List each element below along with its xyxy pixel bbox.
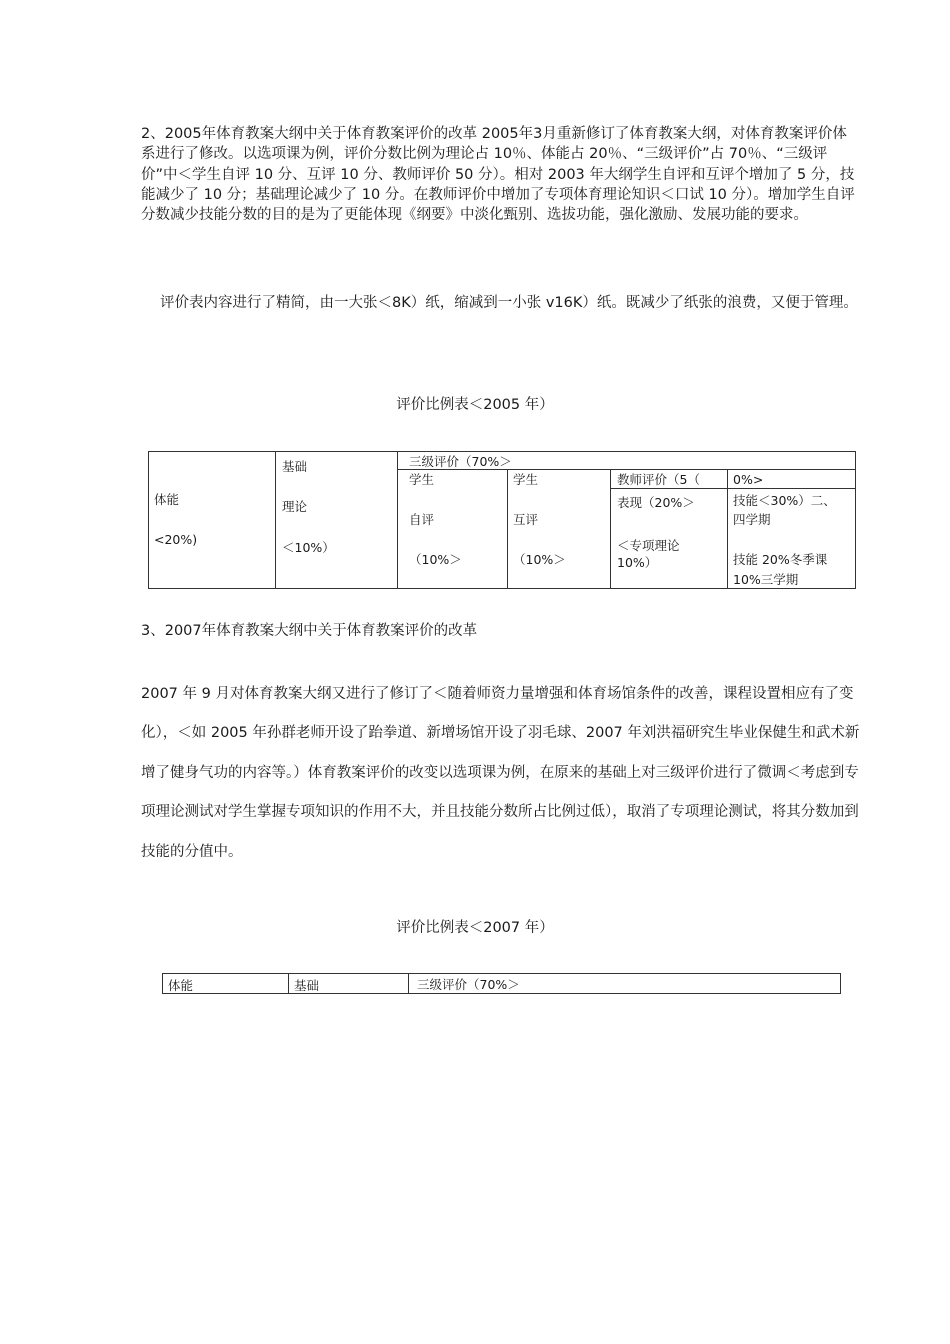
cell-huping-pct: （10%＞ (513, 552, 566, 567)
cell-huping: 互评 (513, 512, 539, 527)
cell-jineng2b: 10%三学期 (733, 572, 799, 587)
cell-ziping: 自评 (409, 512, 435, 527)
cell-zhuanxiang-pct: 10%） (617, 555, 658, 570)
section2-paragraph: 2、2005年体育教案大纲中关于体育教案评价的改革 2005年3月重新修订了体育教案大纲，对体育教案评价体系进行了修改。以选项课为例，评价分数比例为理论占 10％、体能占 20％、“三级评价”占 70％、“三级评价”中＜学生自评 10 分、互评 10 分、教师评价 50 分）。相对 2003 年大纲学生自评和互评个增加了 5 分，技能减少了 10 分；基础理论减少了 10 分。在教师评价中增加了专项体育理论知识＜口试 10 分）。增加学生自评分数减少技能分数的目的是为了更能体现《纲要》中淡化甄别、选拔功能，强化激励、发展功能的要求。 (141, 126, 855, 224)
section3-paragraph: 2007 年 9 月对体育教案大纲又进行了修订了＜随着师资力量增强和体育场馆条件的改善，课程设置相应有了变化），＜如 2005 年孙群老师开设了跆拳道、新增场馆开设了羽毛球、2007 年刘洪福研究生毕业保健生和武术新增了健身气功的内容等。）体育教案评价的改变以选项课为例，在原来的基础上对三级评价进行了微调＜考虑到专项理论测试对学生掌握专项知识的作用不大，并且技能分数所占比例过低），取消了专项理论测试，将其分数加到技能的分值中。 (141, 686, 860, 860)
cell-tineng-pct: <20%) (154, 532, 198, 547)
cell-xuesheng2: 学生 (513, 472, 539, 487)
section2-paragraph2: 评价表内容进行了精简，由一大张＜8K）纸，缩减到一小张 v16K）纸。既减少了纸张的浪费，又便于管理。 (160, 295, 858, 311)
cell-jineng2: 技能 20%冬季课 (733, 552, 828, 567)
cell-jichu: 基础 (282, 459, 308, 474)
cell-lilun-pct: ＜10%） (282, 540, 335, 555)
cell-lilun: 理论 (282, 499, 308, 514)
cell-zero: 0%> (733, 472, 764, 487)
cell-2007-tineng: 体能 (168, 978, 194, 993)
cell-jineng1b: 四学期 (733, 512, 771, 527)
cell-xuesheng1: 学生 (409, 472, 435, 487)
cell-2007-sanji: 三级评价（70%＞ (417, 977, 520, 992)
cell-biaoxian: 表现（20%＞ (617, 495, 695, 510)
section3-heading: 3、2007年体育教案大纲中关于体育教案评价的改革 (141, 623, 478, 639)
cell-zhuanxiang: ＜专项理论 (617, 538, 680, 553)
cell-jiaoshi: 教师评价（5（ (617, 472, 700, 487)
cell-ziping-pct: （10%＞ (409, 552, 462, 567)
cell-tineng: 体能 (154, 492, 180, 507)
table2005-caption: 评价比例表＜2005 年） (396, 397, 554, 413)
cell-jineng1: 技能＜30%）二、 (733, 493, 836, 508)
cell-2007-jichu: 基础 (294, 978, 320, 993)
table2007-caption: 评价比例表＜2007 年） (396, 920, 554, 936)
cell-sanji: 三级评价（70%＞ (409, 454, 512, 469)
